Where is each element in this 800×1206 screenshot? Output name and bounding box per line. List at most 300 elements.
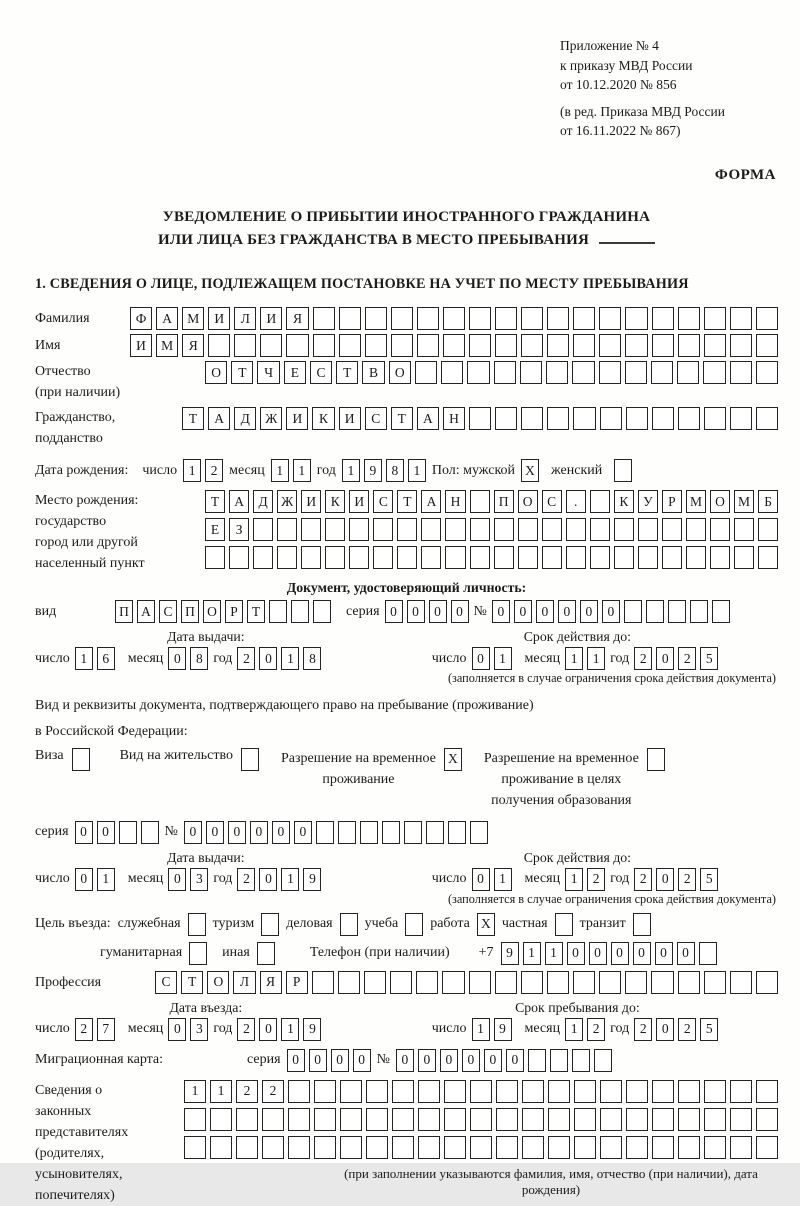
char-box[interactable] [633,913,651,936]
char-box[interactable]: 0 [75,821,93,844]
char-box[interactable] [758,546,778,569]
char-box[interactable]: 9 [364,459,382,482]
char-box[interactable] [189,942,207,965]
char-box[interactable] [301,546,321,569]
char-box[interactable] [415,361,437,384]
char-box[interactable] [496,1136,518,1159]
char-box[interactable] [521,407,543,430]
char-box[interactable]: И [349,490,369,513]
char-box[interactable]: А [208,407,230,430]
char-box[interactable] [566,518,586,541]
char-box[interactable]: 2 [634,868,652,891]
residence-valid-month-input[interactable] [565,868,605,891]
char-box[interactable]: 0 [259,868,277,891]
char-box[interactable] [261,913,279,936]
char-box[interactable] [418,1080,440,1103]
char-box[interactable]: 0 [462,1049,480,1072]
char-box[interactable] [704,407,726,430]
char-box[interactable]: С [155,971,177,994]
char-box[interactable]: М [182,307,204,330]
char-box[interactable]: 0 [206,821,224,844]
char-box[interactable] [625,971,647,994]
char-box[interactable]: Я [182,334,204,357]
char-box[interactable] [614,518,634,541]
char-box[interactable] [469,307,491,330]
purpose-study-checkbox[interactable] [405,913,423,936]
char-box[interactable] [651,971,673,994]
char-box[interactable] [312,971,334,994]
char-box[interactable] [730,1108,752,1131]
char-box[interactable] [495,971,517,994]
char-box[interactable] [338,971,360,994]
char-box[interactable] [756,971,778,994]
char-box[interactable] [349,546,369,569]
char-box[interactable] [325,546,345,569]
representatives-line3-input[interactable] [184,1136,778,1159]
char-box[interactable]: С [159,600,177,623]
entry-month-input[interactable] [168,1018,208,1041]
char-box[interactable] [313,600,331,623]
char-box[interactable]: 2 [587,1018,605,1041]
char-box[interactable] [626,1136,648,1159]
char-box[interactable]: 0 [385,600,403,623]
char-box[interactable] [699,942,717,965]
char-box[interactable]: Т [181,971,203,994]
char-box[interactable]: 0 [611,942,629,965]
char-box[interactable] [313,307,335,330]
char-box[interactable]: 2 [237,647,255,670]
char-box[interactable] [443,307,465,330]
char-box[interactable]: 0 [677,942,695,965]
char-box[interactable] [678,971,700,994]
char-box[interactable] [340,1108,362,1131]
char-box[interactable] [542,518,562,541]
char-box[interactable]: 5 [700,647,718,670]
char-box[interactable] [366,1108,388,1131]
char-box[interactable]: Я [286,307,308,330]
char-box[interactable] [241,748,259,771]
char-box[interactable]: 2 [634,647,652,670]
char-box[interactable]: 2 [237,868,255,891]
char-box[interactable]: Д [253,490,273,513]
char-box[interactable]: Т [247,600,265,623]
char-box[interactable] [573,407,595,430]
char-box[interactable]: И [130,334,152,357]
char-box[interactable] [662,546,682,569]
doc-valid-year-input[interactable] [634,647,718,670]
char-box[interactable]: А [137,600,155,623]
purpose-transit-checkbox[interactable] [633,913,651,936]
char-box[interactable] [704,1108,726,1131]
char-box[interactable]: К [325,490,345,513]
stay-day-input[interactable] [472,1018,512,1041]
purpose-work-checkbox[interactable] [477,913,495,936]
char-box[interactable]: 0 [492,600,510,623]
char-box[interactable] [366,1136,388,1159]
char-box[interactable]: 1 [210,1080,232,1103]
char-box[interactable] [704,971,726,994]
residence-valid-day-input[interactable] [472,868,512,891]
char-box[interactable] [704,307,726,330]
birth-day-input[interactable] [183,459,223,482]
char-box[interactable]: 9 [303,1018,321,1041]
char-box[interactable]: О [207,971,229,994]
char-box[interactable] [573,334,595,357]
char-box[interactable] [704,1080,726,1103]
char-box[interactable]: Е [284,361,306,384]
char-box[interactable]: 0 [656,1018,674,1041]
char-box[interactable] [208,334,230,357]
char-box[interactable] [599,307,621,330]
entry-year-input[interactable] [237,1018,321,1041]
char-box[interactable]: 0 [451,600,469,623]
char-box[interactable]: 2 [634,1018,652,1041]
stay-year-input[interactable] [634,1018,718,1041]
char-box[interactable]: Т [205,490,225,513]
char-box[interactable]: 0 [259,1018,277,1041]
char-box[interactable] [638,518,658,541]
char-box[interactable] [210,1136,232,1159]
char-box[interactable] [730,307,752,330]
char-box[interactable]: 8 [386,459,404,482]
char-box[interactable]: 1 [494,868,512,891]
char-box[interactable] [470,518,490,541]
char-box[interactable]: 3 [190,868,208,891]
char-box[interactable] [730,971,752,994]
char-box[interactable]: 1 [271,459,289,482]
char-box[interactable]: М [686,490,706,513]
char-box[interactable] [614,459,632,482]
char-box[interactable] [668,600,686,623]
char-box[interactable]: С [365,407,387,430]
char-box[interactable] [184,1108,206,1131]
char-box[interactable]: Е [205,518,225,541]
char-box[interactable]: 0 [331,1049,349,1072]
char-box[interactable] [756,334,778,357]
char-box[interactable]: X [477,913,495,936]
char-box[interactable]: 1 [565,647,583,670]
char-box[interactable]: Т [182,407,204,430]
char-box[interactable] [494,361,516,384]
birth-place-line1-input[interactable] [205,490,778,513]
char-box[interactable] [418,1108,440,1131]
temp-residence-education-checkbox[interactable] [647,748,665,771]
char-box[interactable]: О [203,600,221,623]
char-box[interactable] [756,407,778,430]
char-box[interactable] [288,1108,310,1131]
char-box[interactable] [678,1108,700,1131]
char-box[interactable] [678,1136,700,1159]
char-box[interactable] [573,307,595,330]
char-box[interactable]: 0 [602,600,620,623]
char-box[interactable] [392,1080,414,1103]
char-box[interactable] [340,1080,362,1103]
char-box[interactable]: 0 [287,1049,305,1072]
char-box[interactable] [730,1080,752,1103]
char-box[interactable] [445,518,465,541]
char-box[interactable]: 8 [190,647,208,670]
char-box[interactable] [392,1108,414,1131]
char-box[interactable]: 0 [506,1049,524,1072]
char-box[interactable]: И [260,307,282,330]
char-box[interactable] [469,971,491,994]
char-box[interactable] [445,546,465,569]
char-box[interactable]: 1 [183,459,201,482]
char-box[interactable]: 0 [353,1049,371,1072]
char-box[interactable] [470,546,490,569]
char-box[interactable] [678,407,700,430]
char-box[interactable]: А [156,307,178,330]
char-box[interactable] [288,1080,310,1103]
char-box[interactable] [234,334,256,357]
char-box[interactable]: 1 [281,868,299,891]
char-box[interactable] [418,1136,440,1159]
char-box[interactable]: Т [231,361,253,384]
char-box[interactable] [555,913,573,936]
char-box[interactable] [520,361,542,384]
char-box[interactable] [521,971,543,994]
char-box[interactable]: Ч [257,361,279,384]
char-box[interactable] [448,821,466,844]
char-box[interactable] [426,821,444,844]
char-box[interactable]: 1 [97,868,115,891]
patronymic-input[interactable] [205,361,778,384]
char-box[interactable] [528,1049,546,1072]
char-box[interactable] [704,334,726,357]
char-box[interactable] [599,971,621,994]
char-box[interactable] [405,913,423,936]
char-box[interactable] [548,1080,570,1103]
char-box[interactable] [547,407,569,430]
residence-issue-month-input[interactable] [168,868,208,891]
char-box[interactable]: А [421,490,441,513]
doc-issue-year-input[interactable] [237,647,321,670]
char-box[interactable] [314,1136,336,1159]
char-box[interactable]: 5 [700,868,718,891]
char-box[interactable] [626,1108,648,1131]
char-box[interactable]: К [614,490,634,513]
char-box[interactable]: П [115,600,133,623]
char-box[interactable]: 2 [205,459,223,482]
char-box[interactable] [678,1080,700,1103]
char-box[interactable]: 7 [97,1018,115,1041]
representatives-line1-input[interactable] [184,1080,778,1103]
char-box[interactable]: 0 [580,600,598,623]
char-box[interactable] [441,361,463,384]
char-box[interactable] [417,307,439,330]
char-box[interactable] [443,334,465,357]
char-box[interactable]: 2 [236,1080,258,1103]
char-box[interactable]: Т [336,361,358,384]
char-box[interactable]: 2 [262,1080,284,1103]
char-box[interactable] [600,407,622,430]
char-box[interactable]: 2 [678,1018,696,1041]
char-box[interactable]: С [373,490,393,513]
char-box[interactable] [521,334,543,357]
char-box[interactable] [566,546,586,569]
char-box[interactable] [397,546,417,569]
residence-valid-year-input[interactable] [634,868,718,891]
char-box[interactable]: 0 [514,600,532,623]
visa-checkbox[interactable] [72,748,90,771]
char-box[interactable]: 0 [633,942,651,965]
char-box[interactable] [590,490,610,513]
char-box[interactable] [301,518,321,541]
char-box[interactable] [417,334,439,357]
char-box[interactable] [467,361,489,384]
char-box[interactable]: 3 [190,1018,208,1041]
char-box[interactable] [599,334,621,357]
char-box[interactable]: 1 [494,647,512,670]
char-box[interactable]: 0 [228,821,246,844]
char-box[interactable] [547,307,569,330]
char-box[interactable] [690,600,708,623]
char-box[interactable] [314,1108,336,1131]
char-box[interactable] [444,1080,466,1103]
char-box[interactable] [730,361,752,384]
char-box[interactable]: Л [233,971,255,994]
char-box[interactable] [277,518,297,541]
residence-number-input[interactable] [184,821,488,844]
birth-month-input[interactable] [271,459,311,482]
char-box[interactable] [646,600,664,623]
char-box[interactable] [470,1108,492,1131]
char-box[interactable] [572,1049,590,1072]
char-box[interactable] [647,748,665,771]
char-box[interactable]: К [312,407,334,430]
char-box[interactable]: 1 [545,942,563,965]
char-box[interactable] [677,361,699,384]
char-box[interactable]: 1 [587,647,605,670]
char-box[interactable] [756,361,778,384]
char-box[interactable] [548,1108,570,1131]
char-box[interactable] [703,361,725,384]
char-box[interactable]: И [301,490,321,513]
char-box[interactable]: У [638,490,658,513]
purpose-private-checkbox[interactable] [555,913,573,936]
char-box[interactable] [494,546,514,569]
purpose-business-checkbox[interactable] [340,913,358,936]
sex-female-checkbox[interactable] [614,459,632,482]
char-box[interactable]: Р [225,600,243,623]
char-box[interactable]: 2 [237,1018,255,1041]
char-box[interactable] [686,518,706,541]
doc-number-input[interactable] [492,600,730,623]
char-box[interactable]: Б [758,490,778,513]
char-box[interactable] [542,546,562,569]
char-box[interactable] [286,334,308,357]
temp-residence-checkbox[interactable] [444,748,462,771]
char-box[interactable]: М [156,334,178,357]
char-box[interactable]: 0 [655,942,673,965]
char-box[interactable]: Р [662,490,682,513]
migration-series-input[interactable] [287,1049,371,1072]
char-box[interactable] [469,407,491,430]
char-box[interactable]: 1 [342,459,360,482]
char-box[interactable] [652,307,674,330]
char-box[interactable] [734,546,754,569]
char-box[interactable] [574,1108,596,1131]
char-box[interactable] [141,821,159,844]
char-box[interactable]: Л [234,307,256,330]
entry-day-input[interactable] [75,1018,115,1041]
char-box[interactable] [325,518,345,541]
char-box[interactable] [392,1136,414,1159]
char-box[interactable] [382,821,400,844]
char-box[interactable]: 1 [75,647,93,670]
char-box[interactable] [339,334,361,357]
phone-input[interactable] [501,942,717,965]
char-box[interactable]: 0 [97,821,115,844]
char-box[interactable] [574,1136,596,1159]
char-box[interactable]: И [208,307,230,330]
char-box[interactable]: 1 [565,868,583,891]
char-box[interactable] [404,821,422,844]
char-box[interactable]: П [494,490,514,513]
char-box[interactable]: Я [260,971,282,994]
char-box[interactable] [496,1080,518,1103]
purpose-tourism-checkbox[interactable] [261,913,279,936]
char-box[interactable]: Н [443,407,465,430]
char-box[interactable] [522,1136,544,1159]
char-box[interactable]: 2 [587,868,605,891]
char-box[interactable] [521,307,543,330]
char-box[interactable] [313,334,335,357]
char-box[interactable] [626,407,648,430]
char-box[interactable]: 0 [567,942,585,965]
char-box[interactable]: Ж [260,407,282,430]
char-box[interactable]: 0 [168,647,186,670]
char-box[interactable] [594,1049,612,1072]
char-box[interactable]: 2 [678,868,696,891]
char-box[interactable] [236,1108,258,1131]
char-box[interactable]: 0 [272,821,290,844]
char-box[interactable] [262,1108,284,1131]
sex-male-checkbox[interactable] [521,459,539,482]
char-box[interactable] [397,518,417,541]
char-box[interactable] [72,748,90,771]
char-box[interactable] [599,361,621,384]
char-box[interactable]: И [339,407,361,430]
char-box[interactable]: С [542,490,562,513]
char-box[interactable] [730,1136,752,1159]
char-box[interactable] [574,1080,596,1103]
char-box[interactable]: 1 [408,459,426,482]
char-box[interactable]: 9 [494,1018,512,1041]
char-box[interactable] [119,821,137,844]
char-box[interactable]: Н [445,490,465,513]
char-box[interactable] [590,546,610,569]
char-box[interactable] [470,1080,492,1103]
char-box[interactable] [339,307,361,330]
char-box[interactable] [373,546,393,569]
doc-valid-month-input[interactable] [565,647,605,670]
char-box[interactable] [548,1136,570,1159]
char-box[interactable]: И [286,407,308,430]
char-box[interactable]: 1 [523,942,541,965]
char-box[interactable]: З [229,518,249,541]
residence-issue-day-input[interactable] [75,868,115,891]
char-box[interactable] [365,334,387,357]
char-box[interactable] [678,334,700,357]
char-box[interactable]: П [181,600,199,623]
char-box[interactable]: 0 [589,942,607,965]
char-box[interactable]: 0 [472,647,490,670]
char-box[interactable] [590,518,610,541]
char-box[interactable] [710,518,730,541]
char-box[interactable]: 2 [75,1018,93,1041]
char-box[interactable]: 0 [536,600,554,623]
